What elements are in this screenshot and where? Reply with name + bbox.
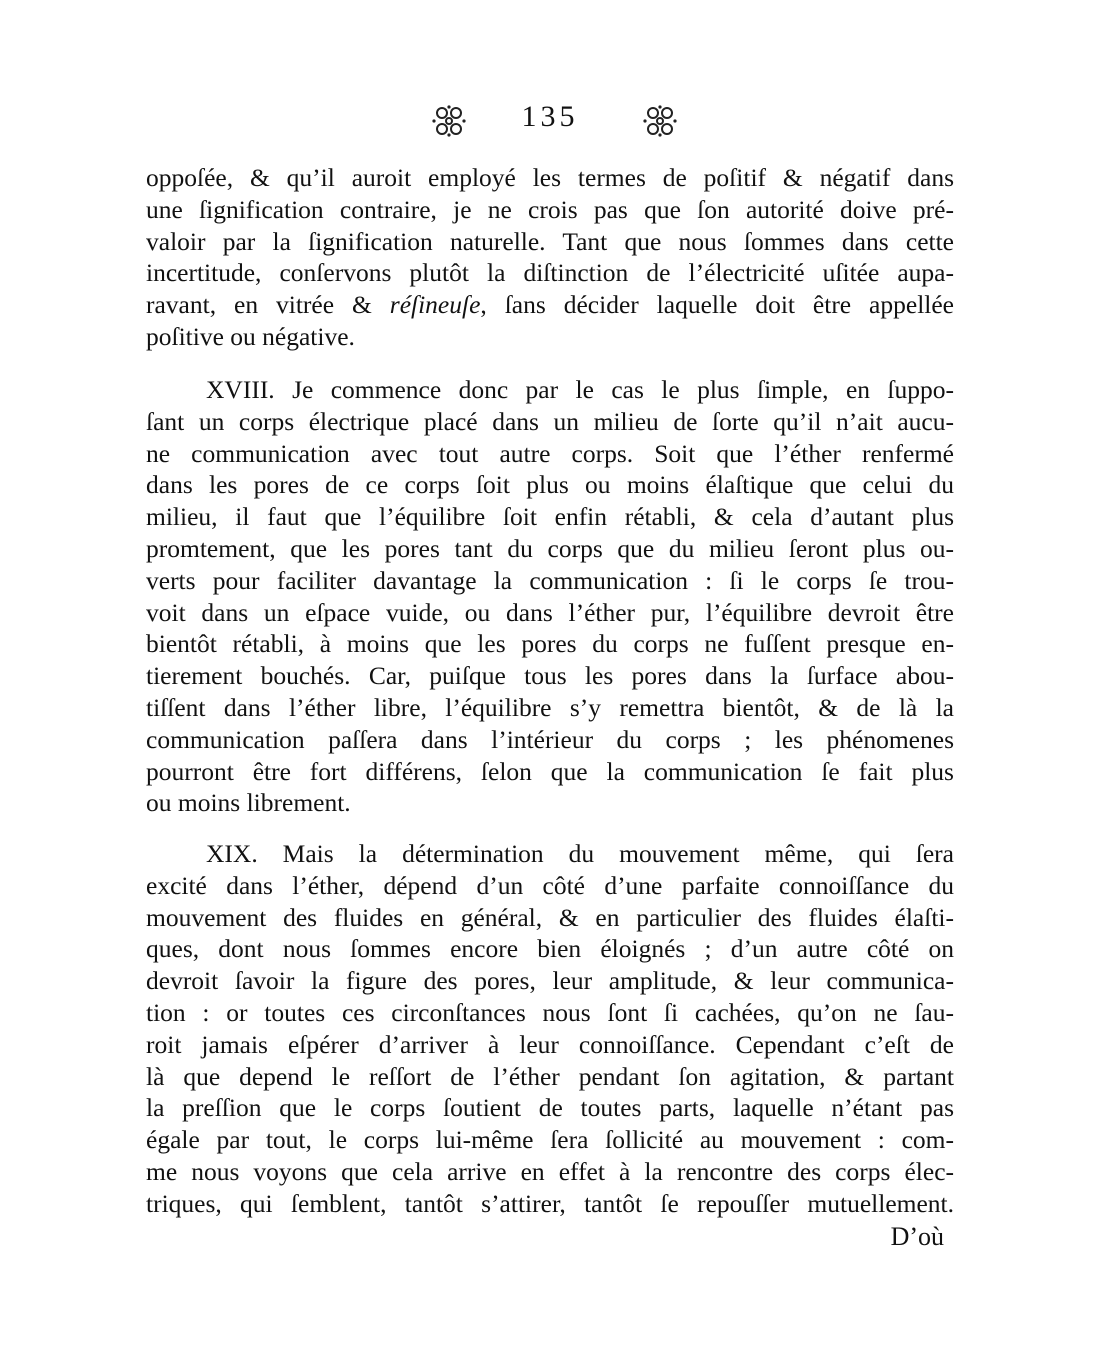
paragraph-xviii [146, 374, 954, 819]
text-line: triques, qui ſemblent, tantôt s’attirer, tantôt ſe repouſſer mutuellement. [146, 1188, 954, 1218]
catchword: D’où [890, 1222, 944, 1251]
text-line: ſant un corps électrique placé dans un milieu de ſorte qu’il n’ait aucu- [146, 406, 954, 436]
paragraph-continuation [146, 162, 954, 353]
text-line: oppoſée, & qu’il auroit employé les termes de poſitif & négatif dans [146, 163, 954, 192]
fleuron-ornament-icon [641, 104, 679, 138]
fleuron-ornament-icon [430, 104, 468, 138]
text-line: tierement bouchés. Car, puiſque tous les pores dans la ſurface abou- [146, 661, 954, 691]
text-line: bientôt rétabli, à moins que les pores du corps ne fuſſent presque en- [146, 629, 954, 659]
paragraph-xix [146, 838, 954, 1220]
text-line: ne communication avec tout autre corps. Soit que l’éther renfermé [146, 438, 954, 468]
text-line: incertitude, conſervons plutôt la diſtinction de l’électricité uſitée aupa- [146, 258, 954, 288]
text-line: pourront être fort différens, ſelon que la communication ſe fait plus [146, 756, 954, 786]
text-line: roit jamais eſpérer d’arriver à leur connoiſſance. Cependant c’eſt de [146, 1029, 954, 1059]
text-line: me nous voyons que cela arrive en effet à la rencontre des corps élec- [146, 1156, 954, 1186]
text-line: valoir par la ſignification naturelle. Tant que nous ſommes dans cette [146, 226, 954, 256]
text-line-with-italics: ravant, en vitrée & réſineuſe, ſans décider laquelle doit être appellée [146, 290, 954, 320]
text-line: XIX. Mais la détermination du mouvement même, qui ſera [206, 839, 954, 868]
text-line: tiſſent dans l’éther libre, l’équilibre s’y remettra bientôt, & de là la [146, 692, 954, 722]
page-number: 135 [521, 100, 579, 133]
text-line: la preſſion que le corps ſoutient de toutes parts, laquelle n’étant pas [146, 1093, 954, 1123]
text-line: milieu, il faut que l’équilibre ſoit enfin rétabli, & cela d’autant plus [146, 502, 954, 532]
text-line: communication paſſera dans l’intérieur du corps ; les phénomenes [146, 724, 954, 754]
text-line: dans les pores de ce corps ſoit plus ou moins élaſtique que celui du [146, 470, 954, 500]
italic-word: réſineuſe [389, 290, 481, 320]
text-line: tion : or toutes ces circonſtances nous ſont ſi cachées, qu’on ne ſau- [146, 997, 954, 1027]
text-line: XVIII. Je commence donc par le cas le plus ſimple, en ſuppo- [206, 375, 954, 404]
text-line: promtement, que les pores tant du corps que du milieu ſeront plus ou- [146, 533, 954, 563]
text-line: poſitive ou négative. [146, 321, 355, 351]
text-line: là que depend le reſſort de l’éther pendant ſon agitation, & partant [146, 1061, 954, 1091]
text-line: égale par tout, le corps lui-même ſera ſollicité au mouvement : com- [146, 1125, 954, 1155]
text-line: mouvement des fluides en général, & en particulier des fluides élaſti- [146, 902, 954, 932]
text-line: ques, dont nous ſommes encore bien éloignés ; d’un autre côté on [146, 934, 954, 964]
page-header [0, 100, 1100, 144]
text-line: devroit ſavoir la figure des pores, leur amplitude, & leur communica- [146, 966, 954, 996]
text-line: verts pour faciliter davantage la communication : ſi le corps ſe trou- [146, 565, 954, 595]
text-line: une ſignification contraire, je ne crois pas que ſon autorité doive pré- [146, 194, 954, 224]
text-line: ou moins librement. [146, 788, 351, 818]
text-line: excité dans l’éther, dépend d’un côté d’une parfaite connoiſſance du [146, 870, 954, 900]
text-line: voit dans un eſpace vuide, ou dans l’éther pur, l’équilibre devroit être [146, 597, 954, 627]
